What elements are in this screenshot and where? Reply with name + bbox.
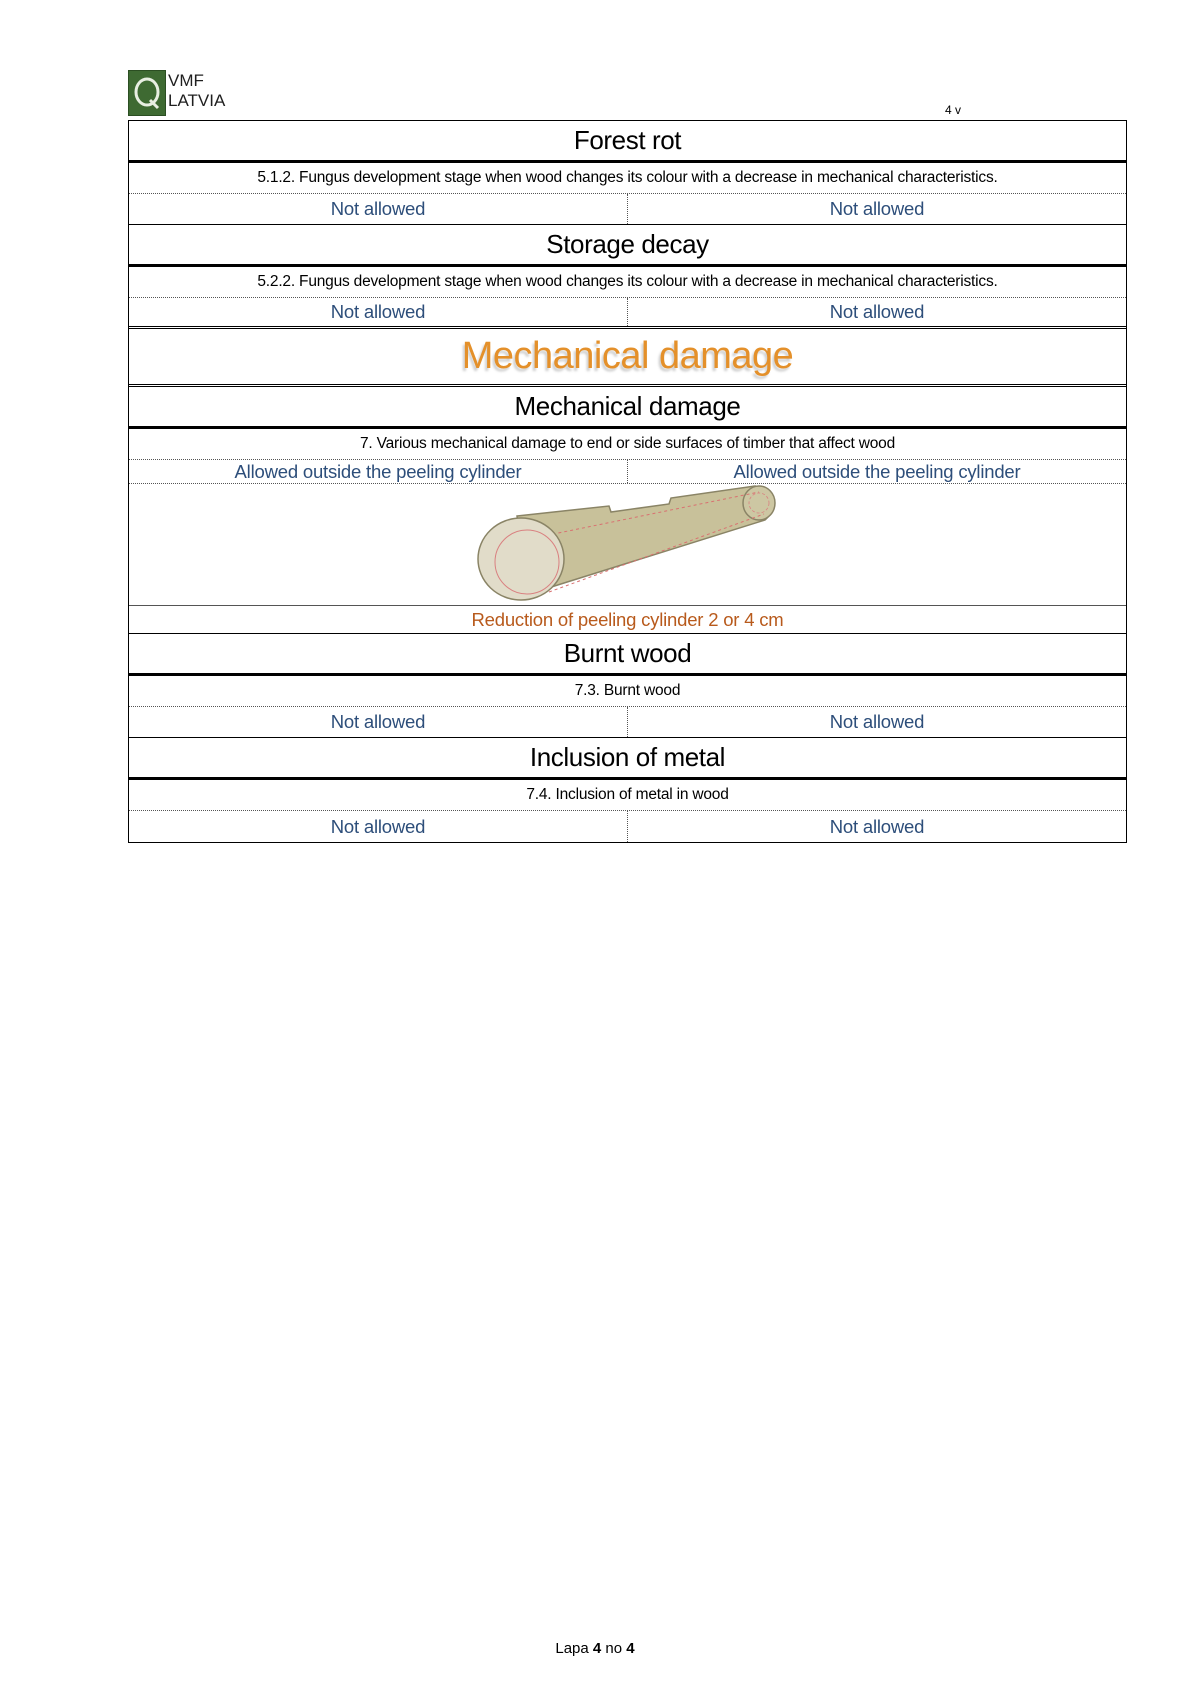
metal-right-value: Not allowed xyxy=(829,815,925,837)
burnt-wood-description: 7.3. Burnt wood xyxy=(129,676,1126,707)
mechanical-damage-title: Mechanical damage xyxy=(129,387,1126,429)
peeling-cylinder-illustration xyxy=(129,484,1126,606)
mechanical-damage-description: 7. Various mechanical damage to end or side surfaces of timber that affect wood xyxy=(129,429,1126,460)
metal-title: Inclusion of metal xyxy=(129,738,1126,780)
footer-total-pages: 4 xyxy=(626,1640,635,1657)
burnt-wood-right-value: Not allowed xyxy=(829,711,925,732)
logo-q-icon xyxy=(132,76,162,110)
logo-text-line1: VMF xyxy=(168,71,204,90)
forest-rot-right-value: Not allowed xyxy=(829,198,925,219)
footer-page-number: 4 xyxy=(592,1640,602,1657)
storage-decay-description: 5.2.2. Fungus development stage when wood changes its colour with a decrease in mechanical characteristics. xyxy=(129,267,1126,298)
burnt-wood-left-value: Not allowed xyxy=(129,707,628,737)
burnt-wood-values xyxy=(129,707,1126,738)
mechanical-damage-right-value: Allowed outside the peeling cylinder xyxy=(733,460,1021,482)
footer-separator: no xyxy=(605,1640,623,1657)
forest-rot-values xyxy=(129,194,1126,225)
version-label: 4 v xyxy=(945,103,962,117)
logo-q-mark xyxy=(128,70,166,116)
mechanical-damage-values xyxy=(129,460,1126,484)
mechanical-damage-left-value: Allowed outside the peeling cylinder xyxy=(129,460,628,483)
peeling-cylinder-caption: Reduction of peeling cylinder 2 or 4 cm xyxy=(129,606,1126,634)
metal-description: 7.4. Inclusion of metal in wood xyxy=(129,780,1126,811)
storage-decay-title: Storage decay xyxy=(129,225,1126,267)
storage-decay-right-value: Not allowed xyxy=(829,301,925,322)
forest-rot-description: 5.1.2. Fungus development stage when wood changes its colour with a decrease in mechanical characteristics. xyxy=(129,163,1126,194)
company-logo xyxy=(128,70,248,116)
footer-prefix: Lapa xyxy=(555,1640,589,1657)
log-illustration xyxy=(459,484,789,606)
logo-text-line2: LATVIA xyxy=(168,91,226,110)
forest-rot-left-value: Not allowed xyxy=(129,194,628,224)
metal-values xyxy=(129,811,1126,842)
forest-rot-title: Forest rot xyxy=(129,121,1126,163)
mechanical-damage-section-heading: Mechanical damage xyxy=(129,329,1126,387)
storage-decay-values xyxy=(129,298,1126,329)
defects-table xyxy=(128,120,1127,843)
burnt-wood-title: Burnt wood xyxy=(129,634,1126,676)
metal-left-value: Not allowed xyxy=(129,811,628,842)
page-footer xyxy=(0,1640,1190,1657)
log-far-end xyxy=(743,486,775,520)
storage-decay-left-value: Not allowed xyxy=(129,298,628,326)
